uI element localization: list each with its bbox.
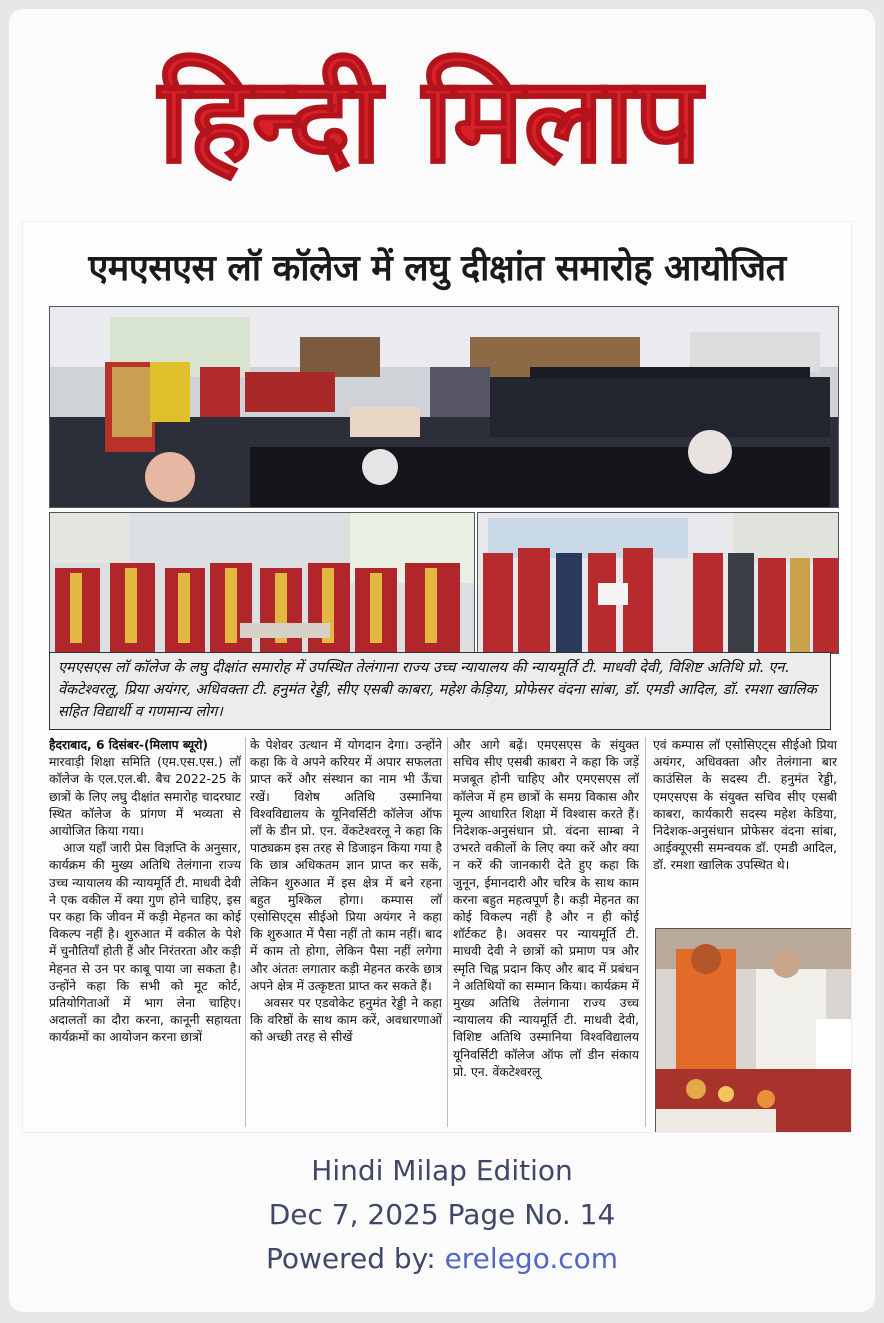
article-dateline: हैदराबाद, 6 दिसंबर-(मिलाप ब्यूरो)	[49, 738, 209, 752]
column-divider	[645, 737, 646, 1127]
erelego-link[interactable]: erelego.com	[444, 1242, 619, 1275]
article-paragraph: अवसर पर एडवोकेट हनुमंत रेड्डी ने कहा कि वरिष्ठों के साथ काम करें, अवधारणाओं को अच्छी तरह से सीखें	[250, 996, 442, 1045]
masthead-logo	[150, 36, 710, 186]
column-divider	[447, 737, 448, 1127]
article-paragraph: और आगे बढ़ें। एमएसएस के संयुक्त सचिव सीए एसबी काबरा ने कहा कि जड़ें मजबूत होनी चाहिए और एमएसएस लॉ कॉलेज में हम छात्रों के समग्र विकास और मूल्य आधारित शिक्षा में विश्वास करते हैं। निदेशक-अनुसंधान प्रो. वंदना साम्बा ने उभरते वकीलों के लिए क्या करें और क्या न करें की जानकारी देते हुए कहा कि जुनून, ईमानदारी और चरित्र के साथ काम करना बहुत महत्वपूर्ण है। कड़ी मेहनत का कोई विकल्प नहीं है और न ही कोई शॉर्टकट है। अवसर पर न्यायमूर्ति टी. माधवी देवी ने छात्रों को प्रमाण पत्र और स्मृति चिह्न प्रदान किए और बाद में प्रबंधन ने अतिथियों का सम्मान किया। कार्यक्रम में मुख्य अतिथि तेलंगाना राज्य उच्च न्यायालय की न्यायमूर्ति टी. माधवी देवी, विशिष्ट अतिथि उस्मानिया विश्वविद्यालय यूनिवर्सिटी कॉलेज ऑफ लॉ डीन संकाय प्रो. एन. वेंकटेश्वरलू	[453, 738, 639, 1079]
article-column-1	[49, 737, 241, 1132]
powered-by	[0, 1242, 884, 1275]
photo-dignitaries-dais	[49, 512, 475, 654]
photo-lamp-ritual	[655, 928, 852, 1133]
powered-by-label: Powered by:	[265, 1242, 436, 1275]
news-clipping	[22, 221, 852, 1133]
edition-label: Hindi Milap Edition	[311, 1154, 573, 1187]
photo-caption: एमएसएस लॉ कॉलेज के लघु दीक्षांत समारोह में उपस्थित तेलंगाना राज्य उच्च न्यायालय की न्यायमूर्ति टी. माधवी देवी, विशिष्ट अतिथि प्रो. एन. वेंकटेश्वरलू, प्रिया अयंगर, अधिवक्ता टी. हनुमंत रेड्डी, सीए एसबी काबरा, महेश केड़िया, प्रोफेसर वंदना सांबा, डॉ. एमडी आदिल, डॉ. रमशा खालिक सहित विद्यार्थी व गणमान्य लोग।	[49, 652, 831, 730]
article-paragraph: मारवाड़ी शिक्षा समिति (एम.एस.एस.) लॉ कॉलेज के एल.एल.बी. बैच 2022-25 के छात्रों के लिए लघु दीक्षांत समारोह चादरघाट स्थित कॉलेज के प्रांगण में भव्यता से आयोजित किया गया।	[49, 755, 241, 839]
article-paragraph: आज यहाँ जारी प्रेस विज्ञप्ति के अनुसार, कार्यक्रम की मुख्य अतिथि तेलंगाना राज्य उच्च न्यायालय की न्यायमूर्ति टी. माधवी देवी ने एक वकील में क्या गुण होने चाहिए, इस पर कहा कि जीवन में कड़ी मेहनत का कोई विकल्प नहीं है। शुरुआत में वकील के पेशे में चुनौतियाँ होती हैं और निरंतरता और कड़ी मेहनत से उन पर काबू पाया जा सकता है। उन्होंने कहा कि सभी को मूट कोर्ट, प्रतियोगिताओं में भाग लेना चाहिए। अदालतों का दौरा करना, कानूनी सहायता कार्यक्रमों का आयोजन करना छात्रों	[49, 841, 241, 1045]
article-headline: एमएसएस लॉ कॉलेज में लघु दीक्षांत समारोह आयोजित	[88, 248, 786, 289]
photo-convocation-hall	[49, 306, 839, 508]
column-divider	[245, 737, 246, 1127]
edition-date-page: Dec 7, 2025 Page No. 14	[268, 1198, 616, 1231]
photo-certificate-presentation	[477, 512, 839, 654]
article-column-3	[453, 737, 639, 1132]
article-column-2	[250, 737, 442, 1132]
article-paragraph: के पेशेवर उत्थान में योगदान देगा। उन्होंने कहा कि वे अपने करियर में अपार सफलता प्राप्त करें और संस्थान का नाम भी ऊँचा रखें। विशेष अतिथि उस्मानिया विश्वविद्यालय के यूनिवर्सिटी कॉलेज ऑफ लॉ के डीन प्रो. एन. वेंकटेश्वरलू ने कहा कि पाठ्यक्रम इस तरह से डिजाइन किया गया है कि छात्र अधिकतम ज्ञान प्राप्त कर सकें, लेकिन शुरुआत में इस क्षेत्र में बने रहना बहुत मुश्किल होगा। कम्पास लॉ एसोसिएट्स सीईओ प्रिया अयंगर ने कहा कि शुरुआत में पैसा नहीं तो काम नहीं। बाद में काम तो होगा, लेकिन पैसा नहीं लगेगा और अंततः लगातार कड़ी मेहनत करके छात्र अपने क्षेत्र में उत्कृष्टता प्राप्त कर सकते हैं।	[250, 738, 442, 993]
masthead-title: हिन्दी मिलाप	[158, 51, 702, 186]
article-paragraph: एवं कम्पास लॉ एसोसिएट्स सीईओ प्रिया अयंगर, अधिवक्ता और तेलंगाना बार काउंसिल के सदस्य टी. हनुमंत रेड्डी, एमएसएस के संयुक्त सचिव सीए एसबी काबरा, कार्यकारी सदस्य महेश केडिया, निदेशक-अनुसंधान प्रोफेसर वंदना सांबा, आईक्यूएसी समन्वयक डॉ. एमडी आदिल, डॉ. रमशा खालिक उपस्थित थे।	[653, 738, 837, 873]
article-column-4	[653, 737, 837, 917]
